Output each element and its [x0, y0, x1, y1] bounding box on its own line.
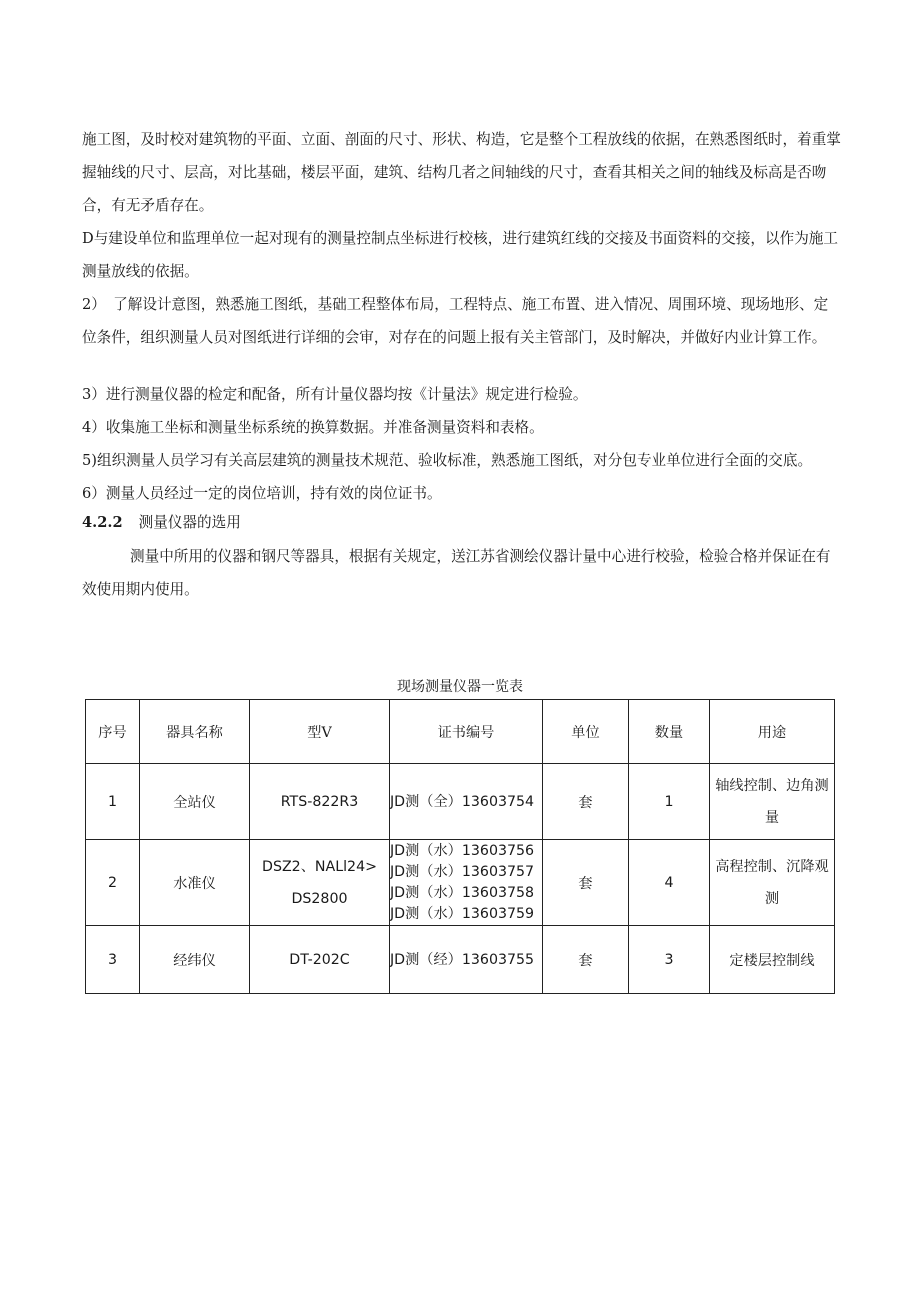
- header-model: 型V: [250, 700, 390, 764]
- cell-unit: 套: [543, 926, 629, 994]
- table-row: [86, 764, 835, 840]
- cell-no: 1: [86, 764, 140, 840]
- cell-use: 高程控制、沉降观测: [710, 840, 835, 926]
- cell-qty: 1: [629, 764, 710, 840]
- paragraph-drawing-review: 施工图，及时校对建筑物的平面、立面、剖面的尺寸、形状、构造，它是整个工程放线的依据，在熟悉图纸时，着重掌握轴线的尺寸、层高，对比基础，楼层平面，建筑、结构几者之间轴线的尺寸，查看其相关之间的轴线及标高是否吻合，有无矛盾存在。: [82, 131, 841, 214]
- header-use: 用途: [710, 700, 835, 764]
- table-row: [86, 926, 835, 994]
- cell-name: 水准仪: [140, 840, 250, 926]
- header-name: 器具名称: [140, 700, 250, 764]
- cell-use: 定楼层控制线: [710, 926, 835, 994]
- header-qty: 数量: [629, 700, 710, 764]
- cell-qty: 3: [629, 926, 710, 994]
- cert-line: JD测（水）13603757: [390, 863, 535, 880]
- paragraph-instrument-selection: 测量中所用的仪器和钢尺等器具，根据有关规定，送江苏省测绘仪器计量中心进行校验，检验合格并保证在有效使用期内使用。: [82, 548, 831, 598]
- cell-name: 全站仪: [140, 764, 250, 840]
- paragraph-design-intent: 2） 了解设计意图，熟悉施工图纸，基础工程整体布局，工程特点、施工布置、进入情况、周围环境、现场地形、定位条件，组织测量人员对图纸进行详细的会审，对存在的问题上报有关主管部门，及时解决，并做好内业计算工作。: [82, 296, 829, 346]
- table-row: [86, 840, 835, 926]
- cell-cert: JD测（全）13603754: [390, 764, 543, 840]
- paragraph-instrument-calibration: 3）进行测量仪器的检定和配备，所有计量仪器均按《计量法》规定进行检验。: [82, 386, 588, 403]
- header-unit: 单位: [543, 700, 629, 764]
- header-no: 序号: [86, 700, 140, 764]
- cell-qty: 4: [629, 840, 710, 926]
- instrument-table: [85, 699, 835, 994]
- section-title: 测量仪器的选用: [138, 514, 241, 531]
- paragraph-control-points: D与建设单位和监理单位一起对现有的测量控制点坐标进行校核，进行建筑红线的交接及书面资料的交接，以作为施工测量放线的依据。: [82, 230, 838, 280]
- cell-unit: 套: [543, 840, 629, 926]
- paragraph-coordinate-data: 4）收集施工坐标和测量坐标系统的换算数据。并准备测量资料和表格。: [82, 419, 544, 436]
- cell-no: 3: [86, 926, 140, 994]
- cert-line: JD测（水）13603758: [390, 884, 535, 901]
- header-cert: 证书编号: [390, 700, 543, 764]
- cell-model: [250, 840, 390, 926]
- table-caption: 现场测量仪器一览表: [397, 679, 523, 695]
- model-line: DS2800: [291, 890, 348, 907]
- cell-use: 轴线控制、边角测量: [710, 764, 835, 840]
- cell-unit: 套: [543, 764, 629, 840]
- model-line: DSZ2、NALl24>: [262, 858, 377, 875]
- cert-line: JD测（水）13603759: [390, 905, 535, 922]
- table-header-row: [86, 700, 835, 764]
- paragraph-staff-training: 5)组织测量人员学习有关高层建筑的测量技术规范、验收标准，熟悉施工图纸，对分包专业单位进行全面的交底。: [82, 452, 813, 469]
- paragraph-certification: 6）测量人员经过一定的岗位培训，持有效的岗位证书。: [82, 485, 442, 502]
- cert-line: JD测（水）13603756: [390, 842, 535, 859]
- cell-no: 2: [86, 840, 140, 926]
- cell-model: DT-202C: [250, 926, 390, 994]
- section-number: 4.2.2: [82, 514, 123, 531]
- cell-name: 经纬仪: [140, 926, 250, 994]
- cell-cert: JD测（经）13603755: [390, 926, 543, 994]
- section-heading: [82, 508, 241, 538]
- cell-cert: [390, 840, 543, 926]
- cert-list: [390, 841, 540, 925]
- cell-model: RTS-822R3: [250, 764, 390, 840]
